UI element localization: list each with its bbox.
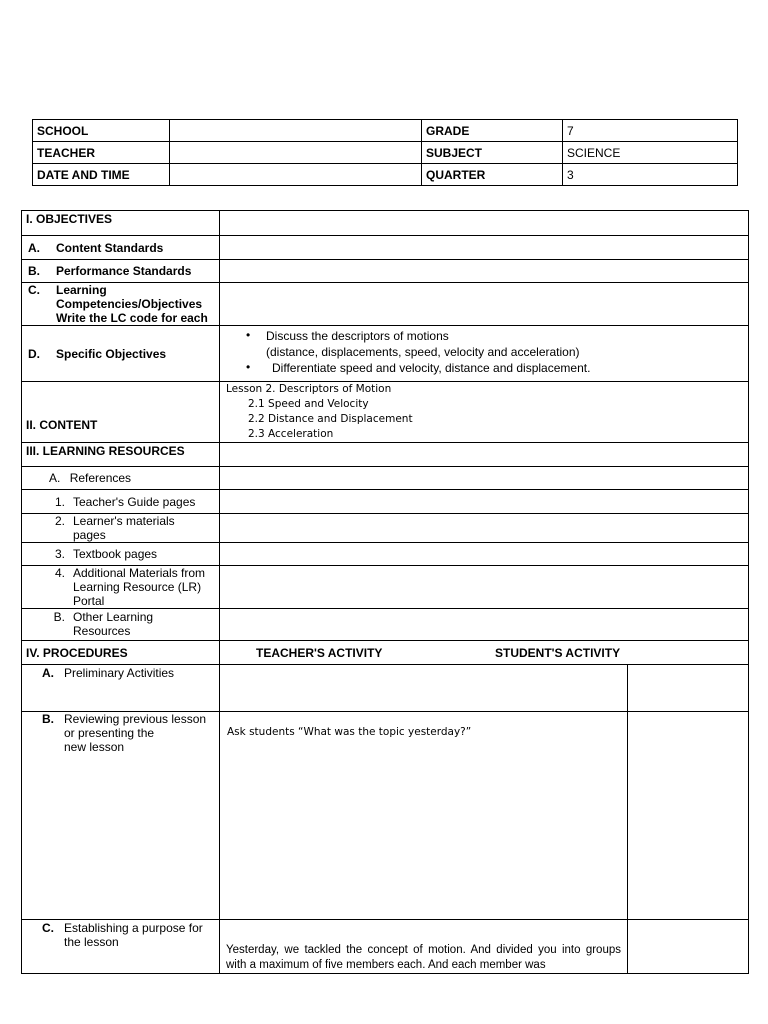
preliminary-label bbox=[22, 665, 220, 712]
item-text: Textbook pages bbox=[73, 547, 158, 561]
references-cell[interactable] bbox=[220, 467, 749, 490]
quarter-field[interactable]: 3 bbox=[563, 164, 738, 186]
subject-label: SUBJECT bbox=[422, 142, 563, 164]
additional-materials-cell[interactable] bbox=[220, 566, 749, 609]
content-standards-cell[interactable] bbox=[220, 236, 749, 260]
establishing-text: Establishing a purpose for bbox=[64, 921, 203, 935]
content-row bbox=[22, 382, 749, 443]
establishing-row bbox=[22, 920, 749, 974]
lesson-topic: 2.3 Acceleration bbox=[248, 428, 334, 440]
textbook-cell[interactable] bbox=[220, 543, 749, 566]
content-cell[interactable] bbox=[220, 382, 749, 443]
competencies-letter: C. bbox=[28, 283, 40, 297]
performance-standards-row bbox=[22, 260, 749, 283]
establishing-teacher-cell[interactable] bbox=[220, 920, 628, 974]
lesson-topic: 2.1 Speed and Velocity bbox=[248, 398, 369, 410]
student-activity-header: STUDENT'S ACTIVITY bbox=[495, 646, 621, 660]
subject-field[interactable]: SCIENCE bbox=[563, 142, 738, 164]
learners-materials-row bbox=[22, 514, 749, 543]
objectives-cell[interactable] bbox=[220, 211, 749, 236]
resources-row bbox=[22, 443, 749, 467]
reviewing-student-cell[interactable] bbox=[628, 712, 749, 920]
reviewing-letter: B. bbox=[42, 712, 54, 726]
item-text: Additional Materials from bbox=[73, 566, 206, 580]
specific-objective-text: Differentiate speed and velocity, distance and displacement. bbox=[272, 361, 591, 375]
date-label: DATE AND TIME bbox=[33, 164, 170, 186]
resources-heading: III. LEARNING RESOURCES bbox=[22, 443, 220, 467]
competencies-line3: Write the LC code for each bbox=[56, 311, 208, 325]
reviewing-teacher-cell[interactable] bbox=[220, 712, 628, 920]
item-text: Learner's materials bbox=[73, 514, 175, 528]
teacher-field[interactable] bbox=[170, 142, 422, 164]
competencies-line2: Competencies/Objectives bbox=[56, 297, 203, 311]
competencies-cell[interactable] bbox=[220, 283, 749, 326]
specific-objectives-label bbox=[22, 326, 220, 382]
lesson-title: Lesson 2. Descriptors of Motion bbox=[226, 383, 392, 395]
item-text: Other Learning bbox=[73, 610, 154, 624]
item-number: 3. bbox=[54, 547, 65, 561]
item-text: pages bbox=[73, 528, 106, 542]
header-row-date bbox=[33, 164, 738, 186]
competencies-row bbox=[22, 283, 749, 326]
reviewing-label bbox=[22, 712, 220, 920]
specific-objectives-text: Specific Objectives bbox=[56, 346, 167, 361]
item-number: 2. bbox=[54, 514, 65, 528]
performance-standards-cell[interactable] bbox=[220, 260, 749, 283]
specific-objective-item bbox=[224, 328, 744, 344]
teacher-label: TEACHER bbox=[33, 142, 170, 164]
learners-materials-cell[interactable] bbox=[220, 514, 749, 543]
establishing-label bbox=[22, 920, 220, 974]
specific-objectives-cell[interactable] bbox=[220, 326, 749, 382]
header-row-teacher bbox=[33, 142, 738, 164]
teachers-guide-row bbox=[22, 490, 749, 514]
textbook-row bbox=[22, 543, 749, 566]
establishing-student-cell[interactable] bbox=[628, 920, 749, 974]
content-heading: II. CONTENT bbox=[22, 382, 220, 443]
bullet-icon: • bbox=[246, 360, 251, 374]
performance-standards-label bbox=[22, 260, 220, 283]
reviewing-teacher-text: Ask students “What was the topic yesterday?” bbox=[227, 726, 472, 738]
objectives-row bbox=[22, 211, 749, 236]
school-field[interactable] bbox=[170, 120, 422, 142]
procedures-columns bbox=[220, 641, 749, 665]
content-standards-text: Content Standards bbox=[56, 240, 164, 255]
performance-standards-letter: B. bbox=[28, 264, 40, 278]
preliminary-student-cell[interactable] bbox=[628, 665, 749, 712]
item-text: Resources bbox=[73, 624, 131, 638]
preliminary-letter: A. bbox=[42, 666, 54, 680]
specific-objective-text: Discuss the descriptors of motions bbox=[266, 329, 449, 343]
bullet-icon: • bbox=[246, 328, 251, 342]
teacher-activity-header: TEACHER'S ACTIVITY bbox=[256, 646, 383, 660]
reviewing-text: new lesson bbox=[64, 740, 125, 754]
reviewing-text: Reviewing previous lesson bbox=[64, 712, 207, 726]
references-letter: A. bbox=[49, 471, 61, 485]
establishing-teacher-text: Yesterday, we tackled the concept of motion. And divided you into groups with a maximum of five members each. And each member was bbox=[226, 944, 621, 971]
item-text: Teacher's Guide pages bbox=[73, 494, 196, 509]
header-table bbox=[32, 119, 738, 186]
item-number: 4. bbox=[54, 566, 65, 580]
preliminary-text: Preliminary Activities bbox=[64, 666, 175, 680]
item-text: Portal bbox=[73, 594, 105, 608]
header-row-school bbox=[33, 120, 738, 142]
grade-label: GRADE bbox=[422, 120, 563, 142]
lesson-topic: 2.2 Distance and Displacement bbox=[248, 413, 413, 425]
other-resources-row bbox=[22, 609, 749, 641]
reviewing-text: or presenting the bbox=[64, 726, 155, 740]
preliminary-teacher-cell[interactable] bbox=[220, 665, 628, 712]
grade-field[interactable]: 7 bbox=[563, 120, 738, 142]
specific-objectives-letter: D. bbox=[28, 346, 40, 361]
establishing-letter: C. bbox=[42, 921, 54, 935]
learners-materials-label bbox=[22, 514, 220, 543]
additional-materials-row bbox=[22, 566, 749, 609]
procedures-heading: IV. PROCEDURES bbox=[22, 641, 220, 665]
competencies-label bbox=[22, 283, 220, 326]
specific-objective-continuation: (distance, displacements, speed, velocity and acceleration) bbox=[266, 345, 580, 359]
objectives-heading: I. OBJECTIVES bbox=[22, 211, 220, 236]
content-standards-letter: A. bbox=[28, 240, 40, 255]
other-resources-label bbox=[22, 609, 220, 641]
references-label bbox=[22, 467, 220, 490]
item-number: 1. bbox=[54, 494, 65, 509]
preliminary-row bbox=[22, 665, 749, 712]
references-text: References bbox=[69, 471, 132, 485]
school-label: SCHOOL bbox=[33, 120, 170, 142]
date-field[interactable] bbox=[170, 164, 422, 186]
references-row bbox=[22, 467, 749, 490]
procedures-header-row bbox=[22, 641, 749, 665]
specific-objectives-row bbox=[22, 326, 749, 382]
item-letter: B. bbox=[53, 610, 65, 624]
performance-standards-text: Performance Standards bbox=[56, 264, 192, 278]
teachers-guide-label bbox=[22, 490, 220, 514]
specific-objective-item bbox=[224, 360, 744, 376]
lesson-plan-table bbox=[21, 210, 749, 974]
other-resources-cell[interactable] bbox=[220, 609, 749, 641]
resources-cell[interactable] bbox=[220, 443, 749, 467]
item-text: Learning Resource (LR) bbox=[73, 580, 202, 594]
establishing-text: the lesson bbox=[64, 935, 119, 949]
additional-materials-label bbox=[22, 566, 220, 609]
quarter-label: QUARTER bbox=[422, 164, 563, 186]
content-standards-row bbox=[22, 236, 749, 260]
textbook-label bbox=[22, 543, 220, 566]
content-standards-label bbox=[22, 236, 220, 260]
competencies-line1: Learning bbox=[56, 283, 107, 297]
reviewing-row bbox=[22, 712, 749, 920]
teachers-guide-cell[interactable] bbox=[220, 490, 749, 514]
